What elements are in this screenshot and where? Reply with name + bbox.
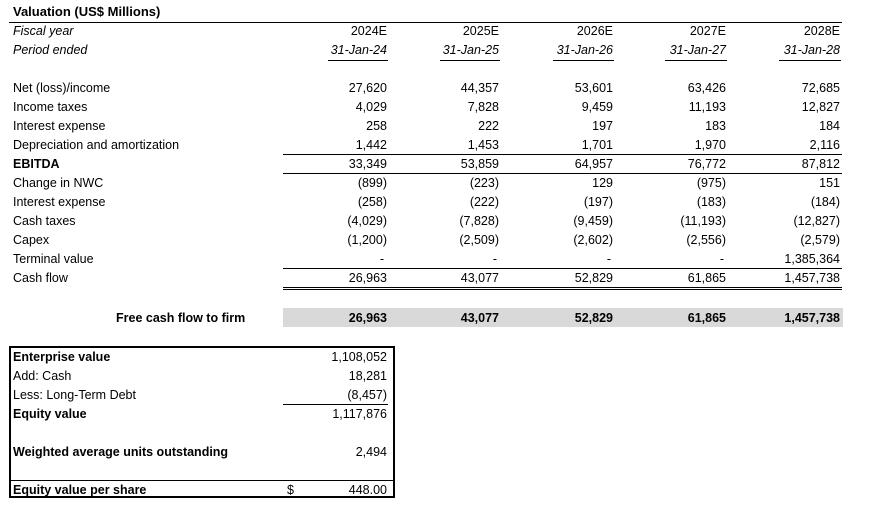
year-header: 2024E: [350, 24, 387, 38]
period-header: 31-Jan-25: [442, 43, 499, 57]
currency-symbol: $: [287, 483, 294, 497]
summary-value: (8,457): [347, 388, 387, 402]
cell: (2,509): [459, 233, 499, 247]
cell: (2,556): [686, 233, 726, 247]
cell: 44,357: [460, 81, 499, 95]
cell: 197: [592, 119, 613, 133]
cell: (11,193): [680, 214, 726, 228]
cell: 1,970: [694, 138, 726, 152]
cell: 52,829: [574, 311, 613, 325]
cell: (223): [469, 176, 499, 190]
cell: 1,457,738: [784, 311, 840, 325]
header-underline: [328, 60, 388, 61]
cash-flow-row: [0, 269, 887, 288]
cell: 43,077: [460, 311, 499, 325]
table-row: [0, 174, 887, 193]
summary-label: Enterprise value: [13, 350, 111, 364]
year-header: 2028E: [803, 24, 840, 38]
cell: (183): [696, 195, 726, 209]
cell: 151: [819, 176, 840, 190]
cell: -: [492, 252, 497, 266]
table-row: [0, 250, 887, 269]
summary-label: Equity value: [13, 407, 87, 421]
cell: (12,827): [793, 214, 840, 228]
cell: 129: [592, 176, 613, 190]
row-label: Depreciation and amortization: [13, 138, 180, 152]
header-underline: [553, 60, 614, 61]
cell: (1,200): [347, 233, 387, 247]
table-row: [0, 193, 887, 212]
header-underline: [665, 60, 727, 61]
cell: 1,457,738: [784, 271, 840, 285]
summary-row: [0, 443, 887, 462]
summary-row: [0, 348, 887, 367]
year-header: 2026E: [576, 24, 613, 38]
row-label: Net (loss)/income: [13, 81, 111, 95]
cell: 1,385,364: [784, 252, 840, 266]
period-header: 31-Jan-24: [330, 43, 387, 57]
cashflow-double-rule: [283, 287, 842, 288]
cell: 258: [366, 119, 387, 133]
summary-row: [0, 481, 887, 500]
summary-label: Add: Cash: [13, 369, 72, 383]
period-header: 31-Jan-27: [669, 43, 726, 57]
cell: (2,602): [573, 233, 613, 247]
cell: 1,442: [355, 138, 387, 152]
row-label: Cash flow: [13, 271, 68, 285]
summary-label: Less: Long-Term Debt: [13, 388, 136, 402]
ebitda-row: [0, 155, 887, 174]
header-underline: [779, 60, 841, 61]
cell: 4,029: [355, 100, 387, 114]
sheet-title: Valuation (US$ Millions): [13, 4, 161, 19]
cell: (222): [469, 195, 499, 209]
cell: 26,963: [348, 271, 387, 285]
row-label: Change in NWC: [13, 176, 104, 190]
summary-row: [0, 386, 887, 405]
cell: 53,601: [574, 81, 613, 95]
cell: (2,579): [800, 233, 840, 247]
period-label: Period ended: [13, 43, 88, 57]
cell: 12,827: [801, 100, 840, 114]
cell: 222: [478, 119, 499, 133]
summary-row: [0, 367, 887, 386]
cell: 7,828: [467, 100, 499, 114]
cell: 27,620: [348, 81, 387, 95]
summary-row: [0, 405, 887, 424]
cell: 26,963: [348, 311, 387, 325]
row-label: Interest expense: [13, 119, 106, 133]
cell: 184: [819, 119, 840, 133]
cell: 61,865: [687, 311, 726, 325]
cell: 63,426: [687, 81, 726, 95]
table-row: [0, 79, 887, 98]
cell: 53,859: [460, 157, 499, 171]
cell: 76,772: [687, 157, 726, 171]
summary-value: 1,108,052: [331, 350, 387, 364]
cell: -: [606, 252, 611, 266]
cell: 52,829: [574, 271, 613, 285]
cell: 64,957: [574, 157, 613, 171]
cell: 1,701: [581, 138, 613, 152]
table-row: [0, 231, 887, 250]
summary-label: Equity value per share: [13, 483, 147, 497]
row-label: Terminal value: [13, 252, 94, 266]
row-label: Capex: [13, 233, 50, 247]
cell: 61,865: [687, 271, 726, 285]
period-header: 31-Jan-28: [783, 43, 840, 57]
cell: 43,077: [460, 271, 499, 285]
cell: 9,459: [581, 100, 613, 114]
table-row: [0, 98, 887, 117]
year-header: 2027E: [689, 24, 726, 38]
cell: 87,812: [801, 157, 840, 171]
summary-value: 1,117,876: [332, 407, 387, 421]
cell: (7,828): [459, 214, 499, 228]
row-label: Interest expense: [13, 195, 106, 209]
fiscal-year-label: Fiscal year: [13, 24, 74, 38]
table-row: [0, 136, 887, 155]
fcf-row: [0, 309, 887, 328]
cell: (4,029): [347, 214, 387, 228]
cell: (184): [810, 195, 840, 209]
cell: 1,453: [467, 138, 499, 152]
row-label: Cash taxes: [13, 214, 76, 228]
year-header: 2025E: [462, 24, 499, 38]
table-row: [0, 117, 887, 136]
cell: 2,116: [809, 138, 840, 152]
cell: -: [379, 252, 384, 266]
row-label: Income taxes: [13, 100, 88, 114]
summary-value: 448.00: [348, 483, 387, 497]
period-row: [0, 41, 887, 60]
cell: (258): [357, 195, 387, 209]
cell: 11,193: [688, 100, 726, 114]
cell: 72,685: [801, 81, 840, 95]
summary-label: Weighted average units outstanding: [13, 445, 229, 459]
table-row: [0, 212, 887, 231]
summary-value: 2,494: [355, 445, 387, 459]
cell: 33,349: [348, 157, 387, 171]
cell: (9,459): [573, 214, 613, 228]
row-label: EBITDA: [13, 157, 60, 171]
cell: (197): [583, 195, 613, 209]
summary-value: 18,281: [348, 369, 387, 383]
fcf-label: Free cash flow to firm: [116, 311, 246, 325]
fiscal-year-row: [0, 22, 887, 41]
cell: -: [719, 252, 724, 266]
cell: 183: [705, 119, 726, 133]
cell: (975): [696, 176, 726, 190]
cell: (899): [357, 176, 387, 190]
cashflow-double-rule: [283, 289, 842, 290]
header-underline: [440, 60, 500, 61]
period-header: 31-Jan-26: [556, 43, 613, 57]
